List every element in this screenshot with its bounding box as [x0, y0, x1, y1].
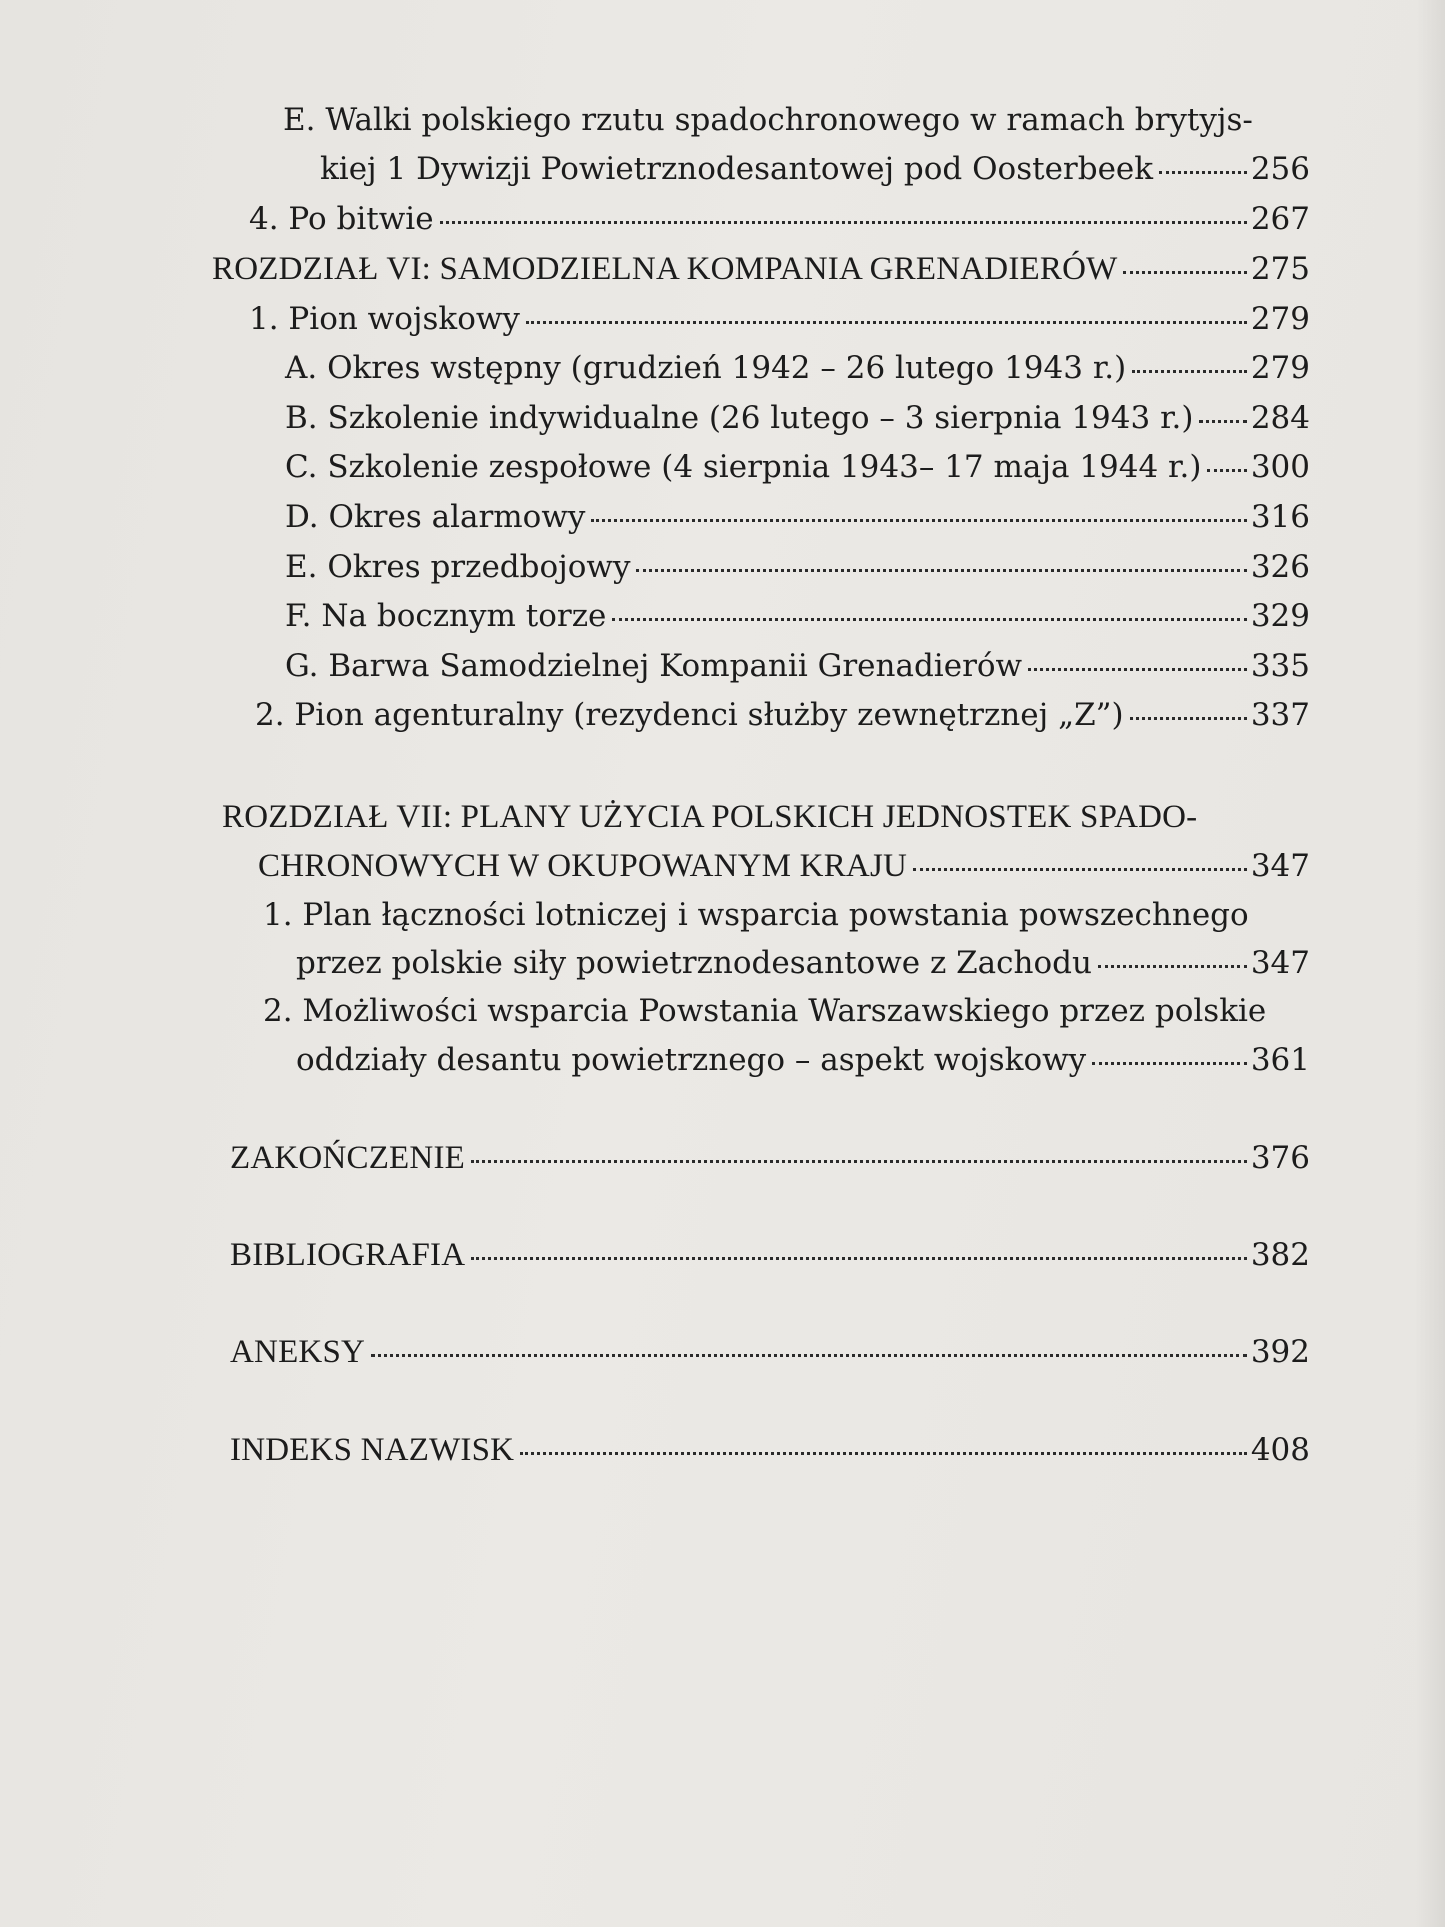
toc-entry-text: ANEKSY [230, 1334, 366, 1370]
dot-leader [913, 868, 1247, 871]
toc-page-number: 347 [1250, 848, 1310, 884]
toc-entry-text: ROZDZIAŁ VI: SAMODZIELNA KOMPANIA GRENADIERÓW [212, 251, 1118, 287]
toc-entry-text: kiej 1 Dywizji Powietrznodesantowej pod Oosterbeek [320, 151, 1154, 187]
toc-entry-text: A. Okres wstępny (grudzień 1942 – 26 lutego 1943 r.) [285, 350, 1127, 386]
toc-page-number: 376 [1250, 1140, 1310, 1176]
toc-entry [249, 199, 1310, 239]
dot-leader [636, 569, 1246, 572]
dot-leader [1159, 171, 1247, 174]
toc-section-entry [230, 1430, 1310, 1470]
dot-leader [1199, 420, 1246, 423]
toc-chapter-entry-continued [222, 797, 1282, 837]
toc-page-number: 256 [1250, 151, 1310, 187]
toc-entry-text: G. Barwa Samodzielnej Kompanii Grenadierów [285, 648, 1023, 684]
toc-page-number: 275 [1250, 251, 1310, 287]
toc-page-number: 279 [1250, 301, 1310, 337]
toc-entry [285, 596, 1310, 636]
toc-entry-text: E. Walki polskiego rzutu spadochronowego w ramach brytyjs- [283, 102, 1253, 138]
toc-page-number: 335 [1250, 648, 1310, 684]
toc-entry-text: ROZDZIAŁ VII: PLANY UŻYCIA POLSKICH JEDNOSTEK SPADO- [222, 799, 1198, 835]
toc-entry-text: oddziały desantu powietrznego – aspekt wojskowy [296, 1042, 1087, 1078]
toc-entry-text: 2. Możliwości wsparcia Powstania Warszawskiego przez polskie [263, 993, 1267, 1029]
toc-entry [320, 149, 1310, 189]
toc-page-number: 284 [1250, 400, 1310, 436]
toc-chapter-entry [258, 846, 1310, 886]
toc-entry-text: 1. Plan łączności lotniczej i wsparcia powstania powszechnego [263, 897, 1249, 933]
toc-entry-text: CHRONOWYCH W OKUPOWANYM KRAJU [258, 848, 908, 884]
toc-entry-text: ZAKOŃCZENIE [230, 1140, 465, 1176]
toc-entry [285, 447, 1310, 487]
toc-page-number: 279 [1250, 350, 1310, 386]
toc-page-number: 329 [1250, 598, 1310, 634]
dot-leader [1098, 965, 1247, 968]
toc-entry-text: B. Szkolenie indywidualne (26 lutego – 3 sierpnia 1943 r.) [285, 400, 1194, 436]
toc-entry-continued [263, 895, 1283, 935]
toc-page-number: 392 [1250, 1334, 1310, 1370]
dot-leader [1132, 370, 1247, 373]
toc-entry [285, 646, 1310, 686]
dot-leader [440, 221, 1247, 224]
toc-entry [255, 695, 1310, 735]
dot-leader [371, 1354, 1247, 1357]
dot-leader [520, 1452, 1247, 1455]
dot-leader [526, 321, 1247, 324]
toc-page-number: 316 [1250, 499, 1310, 535]
toc-section-entry [230, 1235, 1310, 1275]
toc-entry [285, 497, 1310, 537]
dot-leader [612, 618, 1246, 621]
toc-chapter-entry [212, 249, 1310, 289]
toc-entry-text: D. Okres alarmowy [285, 499, 586, 535]
dot-leader [471, 1160, 1247, 1163]
dot-leader [471, 1257, 1247, 1260]
toc-page-number: 337 [1250, 697, 1310, 733]
toc-entry-text: 2. Pion agenturalny (rezydenci służby zewnętrznej „Z”) [255, 697, 1124, 733]
toc-entry [285, 398, 1310, 438]
toc-page-number: 361 [1250, 1042, 1310, 1078]
toc-page-number: 347 [1250, 945, 1310, 981]
toc-entry [296, 1040, 1310, 1080]
toc-entry-text: 4. Po bitwie [249, 201, 434, 237]
toc-entry [249, 299, 1310, 339]
dot-leader [1130, 717, 1247, 720]
toc-section-entry [230, 1332, 1310, 1372]
toc-entry [296, 943, 1310, 983]
toc-entry [285, 547, 1310, 587]
toc-section-entry [230, 1138, 1310, 1178]
toc-entry-text: F. Na bocznym torze [285, 598, 607, 634]
toc-entry [285, 348, 1310, 388]
dot-leader [1028, 668, 1247, 671]
dot-leader [1092, 1062, 1247, 1065]
toc-page-number: 326 [1250, 549, 1310, 585]
toc-page-number: 300 [1250, 449, 1310, 485]
toc-entry-text: przez polskie siły powietrznodesantowe z Zachodu [296, 945, 1092, 981]
toc-page-number: 408 [1250, 1432, 1310, 1468]
dot-leader [591, 519, 1246, 522]
toc-entry-text: INDEKS NAZWISK [230, 1432, 515, 1468]
dot-leader [1207, 469, 1246, 472]
toc-entry-continued [283, 100, 1263, 140]
toc-page-number: 267 [1250, 201, 1310, 237]
dot-leader [1123, 271, 1246, 274]
toc-entry-text: C. Szkolenie zespołowe (4 sierpnia 1943– 17 maja 1944 r.) [285, 449, 1202, 485]
toc-entry-text: BIBLIOGRAFIA [230, 1237, 466, 1273]
toc-entry-continued [263, 991, 1283, 1031]
toc-page-number: 382 [1250, 1237, 1310, 1273]
toc-entry-text: 1. Pion wojskowy [249, 301, 520, 337]
toc-entry-text: E. Okres przedbojowy [285, 549, 631, 585]
